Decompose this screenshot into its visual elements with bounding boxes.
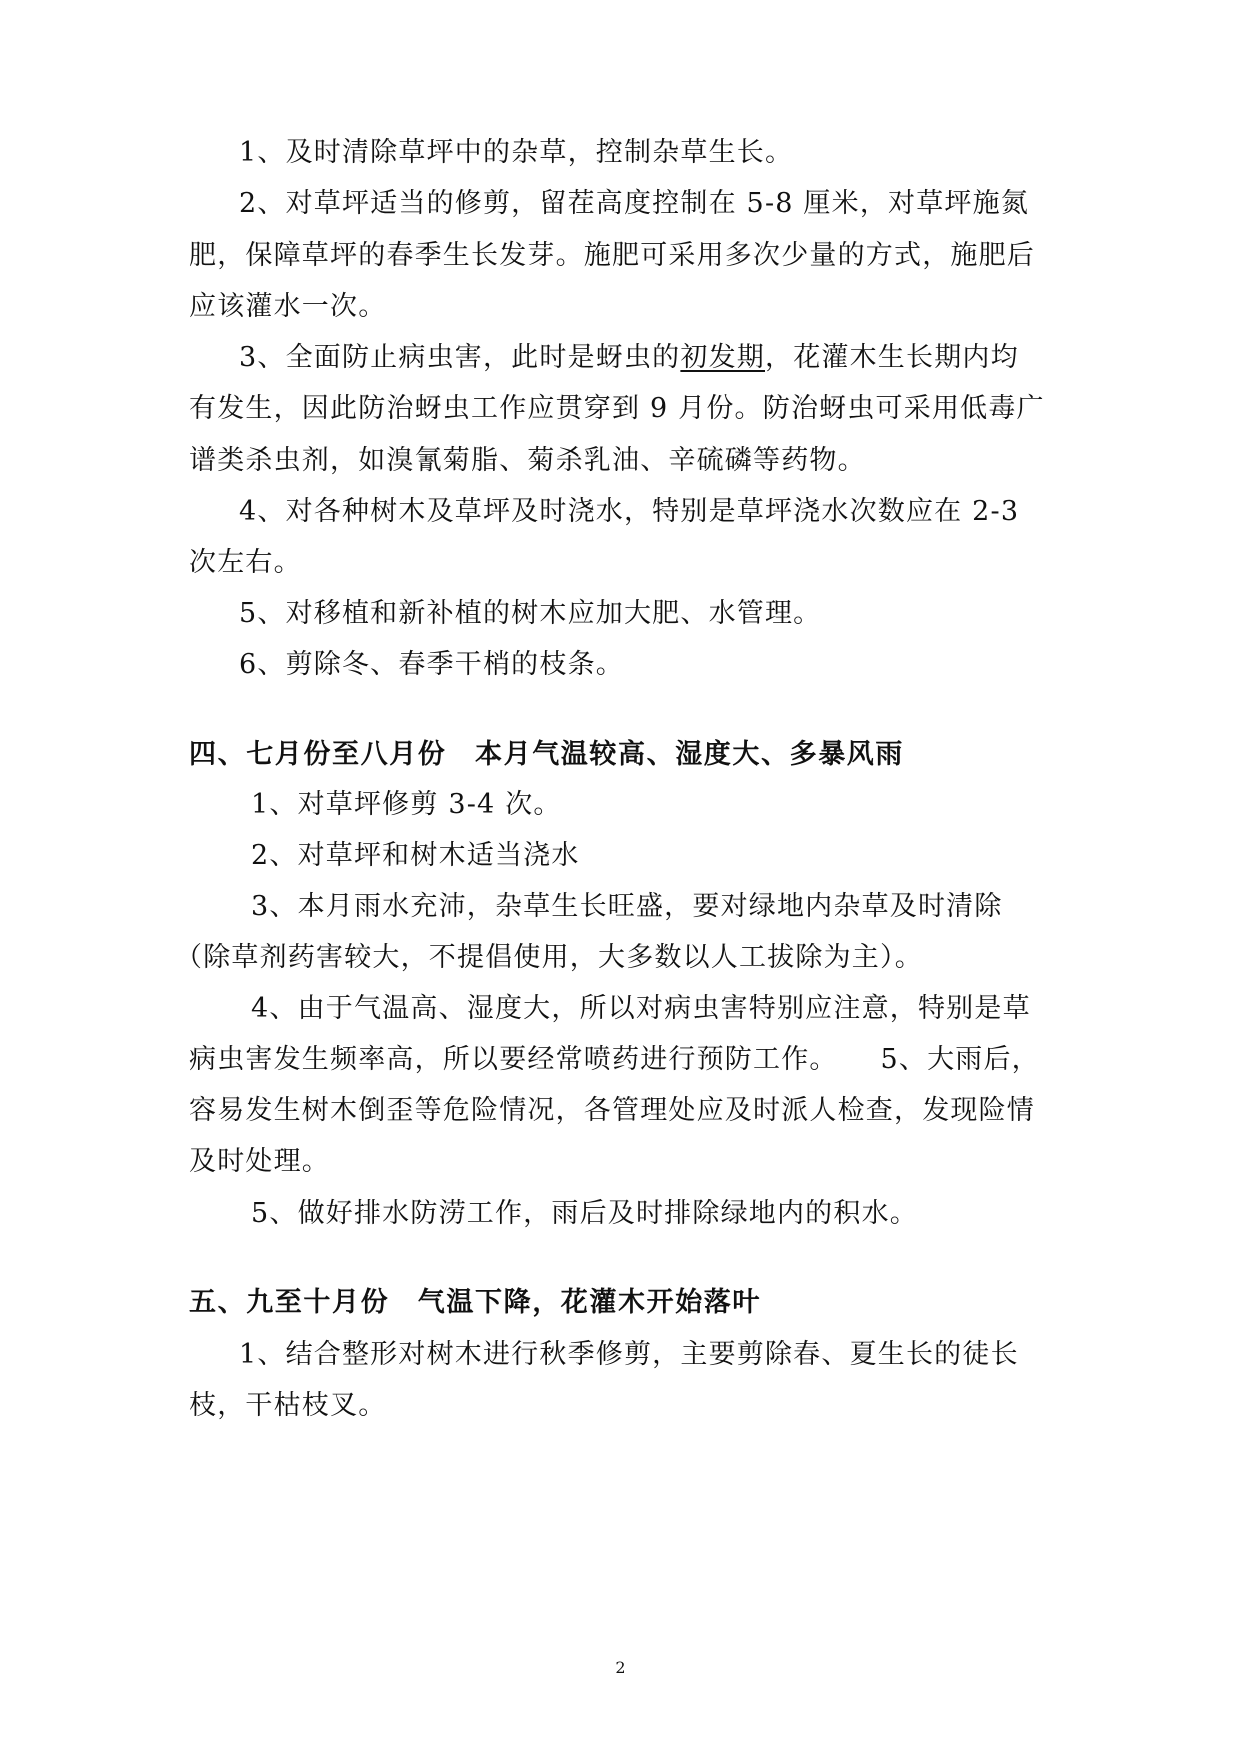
paragraph-line: 6、剪除冬、春季干梢的枝条。	[239, 649, 624, 680]
list-item: 1、结合整形对树木进行秋季修剪，主要剪除春、夏生长的徒长	[239, 1339, 1019, 1370]
list-item: 3、本月雨水充沛，杂草生长旺盛，要对绿地内杂草及时清除	[251, 891, 1003, 922]
section-heading: 四、七月份至八月份 本月气温较高、湿度大、多暴风雨	[189, 739, 904, 770]
paragraph-line: 应该灌水一次。	[189, 291, 387, 322]
text-segment: ，花灌木生长期内均	[765, 342, 1019, 373]
paragraph-line: 1、及时清除草坪中的杂草，控制杂草生长。	[239, 137, 794, 168]
list-item: 5、做好排水防涝工作，雨后及时排除绿地内的积水。	[251, 1198, 918, 1229]
paragraph-line: 2、对草坪适当的修剪，留茬高度控制在 5-8 厘米，对草坪施氮	[239, 188, 1030, 219]
paragraph-line	[189, 341, 1119, 375]
paragraph-line: 谱类杀虫剂，如溴氰菊脂、菊杀乳油、辛硫磷等药物。	[189, 445, 866, 476]
list-item: 枝，干枯枝叉。	[189, 1390, 387, 1421]
list-item: 及时处理。	[189, 1146, 330, 1177]
paragraph-line: 有发生，因此防治蚜虫工作应贯穿到 9 月份。防治蚜虫可采用低毒广	[189, 393, 1045, 424]
list-item: 容易发生树木倒歪等危险情况，各管理处应及时派人检查，发现险情	[189, 1095, 1035, 1126]
paragraph-line: 次左右。	[189, 547, 302, 578]
paragraph-line: 肥，保障草坪的春季生长发芽。施肥可采用多次少量的方式，施肥后	[189, 240, 1035, 271]
list-item: 4、由于气温高、湿度大，所以对病虫害特别应注意，特别是草	[251, 993, 1031, 1024]
text-segment: 3、全面防止病虫害，此时是蚜虫的	[239, 342, 681, 373]
list-item: 病虫害发生频率高，所以要经常喷药进行预防工作。 5、大雨后，	[189, 1044, 1040, 1075]
paragraph-line: 4、对各种树木及草坪及时浇水，特别是草坪浇水次数应在 2-3	[239, 496, 1020, 527]
list-item: 1、对草坪修剪 3-4 次。	[251, 789, 562, 820]
list-item: 2、对草坪和树木适当浇水	[251, 840, 580, 871]
paragraph-line: 5、对移植和新补植的树木应加大肥、水管理。	[239, 598, 822, 629]
page-number: 2	[615, 1658, 626, 1677]
underlined-term: 初发期	[680, 342, 765, 373]
section-heading: 五、九至十月份 气温下降，花灌木开始落叶	[189, 1287, 761, 1318]
list-item: （除草剂药害较大，不提倡使用，大多数以人工拔除为主）。	[175, 942, 923, 973]
